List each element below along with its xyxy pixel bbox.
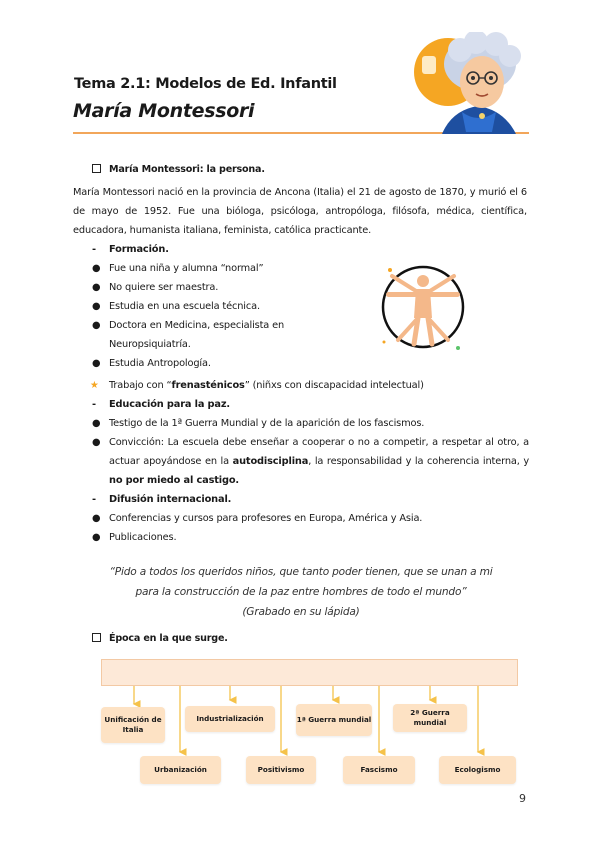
list-item: ● Testigo de la 1ª Guerra Mundial y de la aparición de los fascismos. [92,418,425,429]
quote-source: (Grabado en su lápida) [242,606,360,618]
intro-paragraph: María Montessori nació en la provincia de Ancona (Italia) el 21 de agosto de 1870, y murió el 6 de mayo de 1952. Fue una bióloga, psicóloga, antropóloga, filósofa, médica, científica, educadora, humanista italiana, feminista, católica practicante. [73,187,527,236]
page-number: 9 [519,792,526,805]
page-title: María Montessori [73,100,255,122]
timeline-event-urbanizacion: Urbanización [140,756,221,784]
list-item: ● Estudia en una escuela técnica. [92,301,260,312]
list-item: ● Publicaciones. [92,532,177,543]
list-item: - Formación. [92,244,169,255]
list-item: ● No quiere ser maestra. [92,282,219,293]
timeline-event-ecologismo: Ecologismo [439,756,516,784]
quote-line: “Pido a todos los queridos niños, que tanto poder tienen, que se unan a mi [109,566,493,578]
list-item: ● Convicción: La escuela debe enseñar a cooperar o no a competir, a respetar al otro, a actuar apoyándose en la autodisciplina, la responsabilidad y la coherencia interna, y no por miedo al castigo. [92,437,529,486]
star-icon: ★ [90,380,99,391]
quote-line: para la construcción de la paz entre hombres de todo el mundo” [135,586,467,598]
list-item: - Educación para la paz. [92,399,230,410]
page-subtitle: Tema 2.1: Modelos de Ed. Infantil [74,76,337,92]
list-item: ★ Trabajo con “frenasténicos” (niñxs con discapacidad intelectual) [92,376,529,395]
timeline-event-unificacion: Unificación de Italia [101,707,165,743]
timeline-event-fascismo: Fascismo [343,756,415,784]
timeline-event-guerra1: 1ª Guerra mundial [296,704,372,736]
section-heading-persona: María Montessori: la persona. [92,164,265,175]
section-heading-epoca: Época en la que surge. [92,633,228,644]
timeline-event-guerra2: 2ª Guerra mundial [393,704,467,732]
timeline-event-industrializacion: Industrialización [185,706,275,732]
list-item: - Difusión internacional. [92,494,232,505]
list-item: ● Doctora en Medicina, especialista en Neuropsiquiatría. [92,320,285,350]
list-item: ● Fue una niña y alumna “normal” [92,263,264,274]
list-item: ● Estudia Antropología. [92,358,211,369]
timeline-event-positivismo: Positivismo [246,756,316,784]
list-item: ● Conferencias y cursos para profesores en Europa, América y Asia. [92,513,423,524]
